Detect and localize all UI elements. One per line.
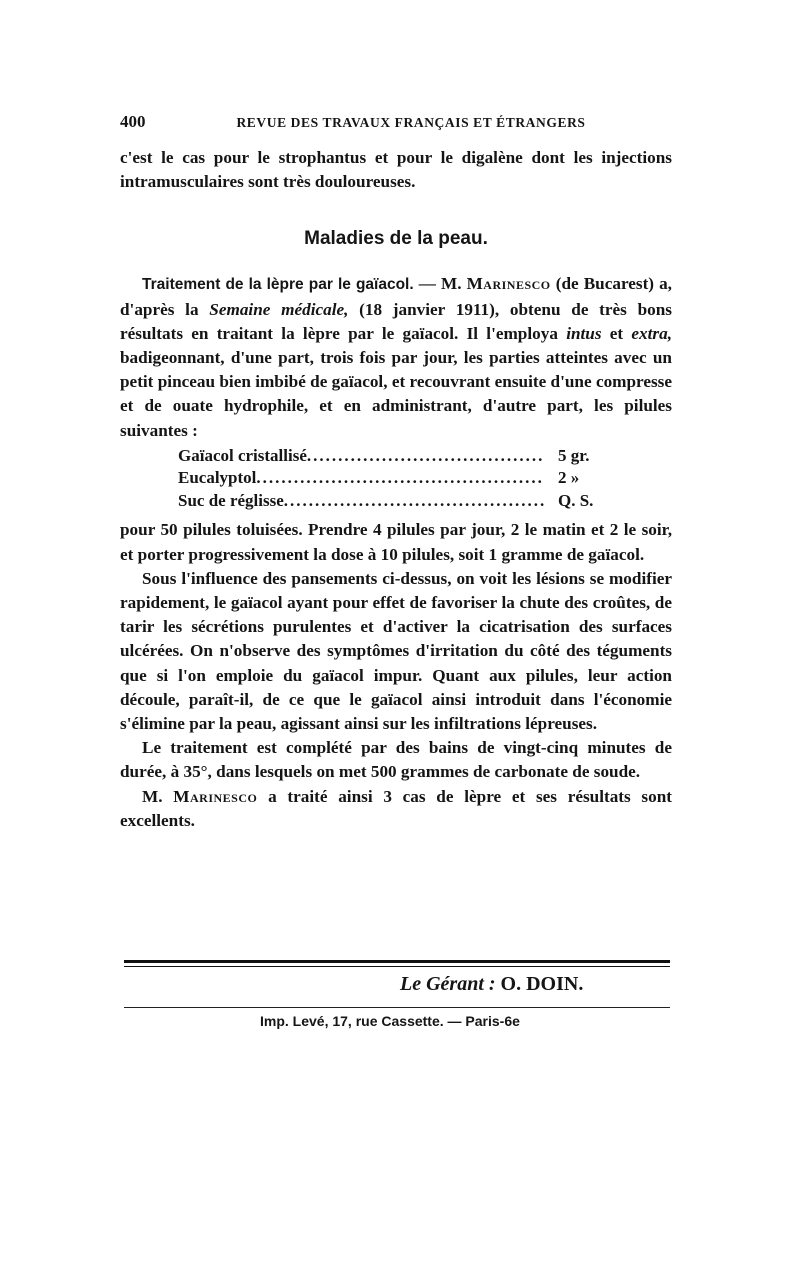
formula-row <box>178 467 618 490</box>
double-rule-thin <box>124 966 670 967</box>
extra-term: extra, <box>631 323 672 343</box>
ingredient-amount: 2 » <box>558 468 580 488</box>
page-body <box>120 112 672 833</box>
article-paragraph-4: Le traitement est complété par des bains de vingt-cinq minutes de durée, à 35°, dans lesquels on met 500 grammes de carbonate de soude. <box>120 738 672 782</box>
page-header <box>120 112 672 146</box>
article-paragraph-2: pour 50 pilules toluisées. Prendre 4 pilules par jour, 2 le matin et 2 le soir, et porter progressivement la dose à 10 pilules, soit 1 gramme de gaïacol. <box>120 520 672 564</box>
p1-part1: (de Bucarest) a, d'après la <box>120 274 672 319</box>
journal-name: Semaine médicale, <box>209 299 349 319</box>
intus-term: intus <box>566 323 602 343</box>
lead-dash: — M. <box>413 274 467 294</box>
ingredient-name: Gaïacol cristallisé <box>178 445 307 465</box>
printer-imprint: Imp. Levé, 17, rue Cassette. — Paris-6e <box>260 1013 520 1029</box>
formula-row <box>178 445 618 468</box>
p5-rest: a traité ainsi 3 cas de lèpre et ses résultats sont excellents. <box>120 786 673 830</box>
signature-label: Le Gérant : <box>400 973 496 995</box>
article-paragraph-5 <box>120 785 672 833</box>
ingredient-amount: 5 gr. <box>558 445 590 465</box>
author-name-repeat: Marinesco <box>173 786 258 806</box>
section-title: Maladies de la peau. <box>304 228 488 250</box>
ingredient-name: Suc de réglisse <box>178 490 284 510</box>
double-rule-thick <box>124 960 670 963</box>
intro-paragraph: c'est le cas pour le strophantus et pour le digalène dont les injections intramusculaires sont très douloureuses. <box>120 148 672 192</box>
page-number: 400 <box>120 112 146 131</box>
running-head: REVUE DES TRAVAUX FRANÇAIS ET ÉTRANGERS <box>236 115 586 130</box>
article-paragraph-1 <box>120 272 672 442</box>
prescription-formula <box>178 445 618 513</box>
ingredient-name: Eucalyptol <box>178 468 257 488</box>
signature-name: O. DOIN. <box>500 973 584 995</box>
leader-dots <box>284 490 544 513</box>
formula-row <box>178 490 618 513</box>
article-lead-title: Traitement de la lèpre par le gaïacol. <box>142 276 414 294</box>
leader-dots <box>256 467 544 490</box>
p1-part4: badigeonnant, d'une part, trois fois par jour, les parties atteintes avec un petit pinceau bien imbibé de gaïacol, et recouvrant ensuite d'une compresse et de ouate hydrophile, et en administrant, d'autre part, les pilules suivantes : <box>120 348 672 440</box>
article-paragraph-3: Sous l'influence des pansements ci-dessus, on voit les lésions se modifier rapidement, le gaïacol ayant pour effet de favoriser la chute des croûtes, de tarir les sécrétions purulentes et d'activer la cicatrisation des surfaces ulcérées. On n'observe des symptômes d'irritation du côté des téguments que si l'on emploie du gaïacol impur. Quant aux pilules, leur action découle, paraît-il, de ce que le gaïacol ainsi introduit dans l'économie s'élimine par la peau, agissant ainsi sur les infiltrations lépreuses. <box>120 568 672 733</box>
leader-dots <box>307 445 544 468</box>
bottom-rule <box>124 1007 670 1008</box>
author-name: Marinesco <box>466 274 551 294</box>
ingredient-amount: Q. S. <box>558 490 594 510</box>
p1-part2: (18 janvier 1911), obtenu de très bons résultats en traitant la lèpre par le gaïacol. Il l'employa <box>120 299 672 343</box>
p1-part3: et <box>601 323 632 343</box>
p5-prefix: M. <box>142 786 174 806</box>
signature <box>400 973 583 996</box>
